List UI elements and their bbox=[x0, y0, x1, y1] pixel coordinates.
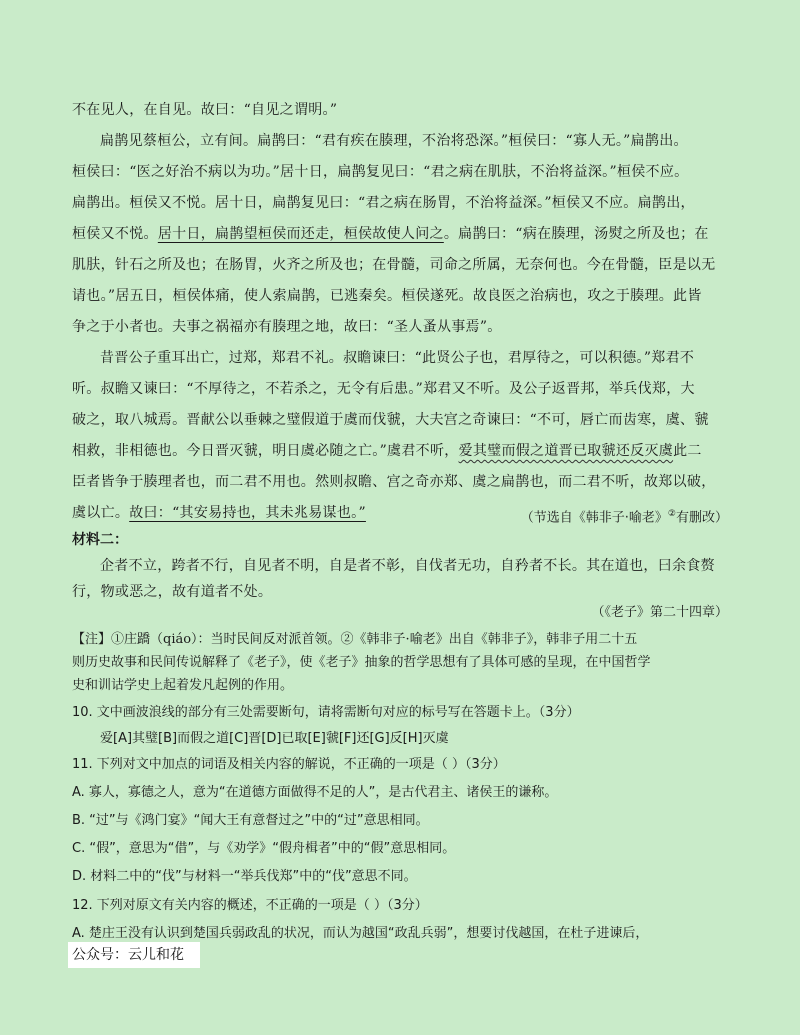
question-11-option-c: C. “假”，意思为“借”，与《劝学》“假舟楫者”中的“假”意思相同。 bbox=[72, 841, 456, 856]
question-12-option-a: A. 楚庄王没有认识到楚国兵弱政乱的状况，而认为越国“政乱兵弱”，想要讨伐越国，在杜子进谏后， bbox=[72, 926, 649, 941]
passage-line: 请也。”居五日，桓侯体痛，使人索扁鹊，已逃秦矣。桓侯遂死。故良医之治病也，攻之于腠理。此皆 bbox=[72, 288, 702, 304]
passage-line: 扁鹊见蔡桓公，立有间。扁鹊曰：“君有疾在腠理，不治将恐深。”桓侯曰：“寡人无。”扁鹊出。 bbox=[100, 133, 688, 149]
passage-line: 不在见人，在自见。故曰：“自见之谓明。” bbox=[72, 102, 338, 118]
question-11-stem: 11. 下列对文中加点的词语及相关内容的解说，不正确的一项是（ ）（3分） bbox=[72, 757, 506, 772]
passage-line: 昔晋公子重耳出亡，过郑，郑君不礼。叔瞻谏曰：“此贤公子也，君厚待之，可以积德。”郑君不 bbox=[100, 350, 695, 366]
footnote-mark: ② bbox=[667, 509, 676, 519]
passage-line: 争之于小者也。夫事之祸福亦有腠理之地，故曰：“圣人蚤从事焉”。 bbox=[72, 319, 502, 335]
source-text: （节选自《韩非子·喻老》 bbox=[520, 510, 668, 526]
material-source: （《老子》第二十四章） bbox=[591, 605, 728, 620]
underlined-sentence: 居十日，扁鹊望桓侯而还走，桓侯故使人问之 bbox=[157, 226, 444, 242]
text-span: 。扁鹊曰：“病在腠理，汤熨之所及也；在 bbox=[443, 226, 709, 242]
passage-line: 臣者皆争于腠理者也，而二君不用也。然则叔瞻、宫之奇亦郑、虞之扁鹊也，而二君不听，故郑以破， bbox=[72, 474, 716, 490]
text-span: 桓侯又不悦。 bbox=[72, 226, 158, 242]
passage-line: 肌肤，针石之所及也；在肠胃，火齐之所及也；在骨髓，司命之所属，无奈何也。今在骨髓，臣是以无 bbox=[72, 257, 716, 273]
passage-line bbox=[72, 441, 702, 461]
passage-source bbox=[521, 504, 728, 528]
passage-line: 企者不立，跨者不行，自见者不明，自是者不彰，自伐者无功，自矜者不长。其在道也，曰余食赘 bbox=[100, 558, 715, 574]
material-heading: 材料二： bbox=[72, 532, 128, 548]
question-12-stem: 12. 下列对原文有关内容的概述，不正确的一项是（ ）（3分） bbox=[72, 898, 428, 913]
passage-line: 破之，取八城焉。晋献公以垂棘之璧假道于虞而伐虢，大夫宫之奇谏曰：“不可，唇亡而齿寒，虞、虢 bbox=[72, 412, 709, 428]
question-11-option-d: D. 材料二中的“伐”与材料一“举兵伐郑”中的“伐”意思不同。 bbox=[72, 869, 417, 884]
note-line: 史和训诂学史上起着发凡起例的作用。 bbox=[72, 678, 294, 693]
watermark-label: 公众号：云儿和花 bbox=[68, 942, 200, 968]
passage-line: 听。叔瞻又谏曰：“不厚待之，不若杀之，无令有后患。”郑君又不听。及公子返晋邦，举兵伐郑，大 bbox=[72, 381, 695, 397]
passage-line bbox=[72, 503, 366, 523]
question-11-option-a: A. 寡人，寡德之人，意为“在道德方面做得不足的人”，是古代君主、诸侯王的谦称。 bbox=[72, 785, 558, 800]
question-10-options: 爱[A]其璧[B]而假之道[C]晋[D]已取[E]虢[F]还[G]反[H]灭虞 bbox=[100, 731, 449, 746]
text-span: 相救，非相德也。今日晋灭虢，明日虞必随之亡。”虞君不听， bbox=[72, 443, 459, 459]
note-line: 则历史故事和民间传说解释了《老子》，使《老子》抽象的哲学思想有了具体可感的呈现，在中国哲学 bbox=[72, 655, 651, 670]
passage-line: 行，物或恶之，故有道者不处。 bbox=[72, 584, 273, 600]
passage-line: 桓侯曰：“医之好治不病以为功。”居十日，扁鹊复见曰：“君之病在肌肤，不治将益深。”桓侯不应。 bbox=[72, 164, 689, 180]
passage-line bbox=[72, 224, 709, 244]
wavy-underlined-sentence: 爱其璧而假之道晋已取虢还反灭虞 bbox=[458, 443, 674, 459]
text-span: 虞以亡。 bbox=[72, 505, 130, 521]
question-10-stem: 10. 文中画波浪线的部分有三处需要断句，请将需断句对应的标号写在答题卡上。（3分） bbox=[72, 705, 580, 720]
underlined-sentence: 故曰：“其安易持也，其未兆易谋也。” bbox=[129, 505, 366, 521]
question-11-option-b: B. “过”与《鸿门宴》“闻大王有意督过之”中的“过”意思相同。 bbox=[72, 813, 429, 828]
note-line: 【注】①庄蹻（qiáo）：当时民间反对派首领。②《韩非子·喻老》出自《韩非子》，韩非子用二十五 bbox=[72, 632, 638, 647]
source-text: 有删改） bbox=[675, 510, 728, 526]
passage-line: 扁鹊出。桓侯又不悦。居十日，扁鹊复见曰：“君之病在肠胃，不治将益深。”桓侯又不应。扁鹊出， bbox=[72, 195, 695, 211]
text-span: 此二 bbox=[673, 443, 702, 459]
